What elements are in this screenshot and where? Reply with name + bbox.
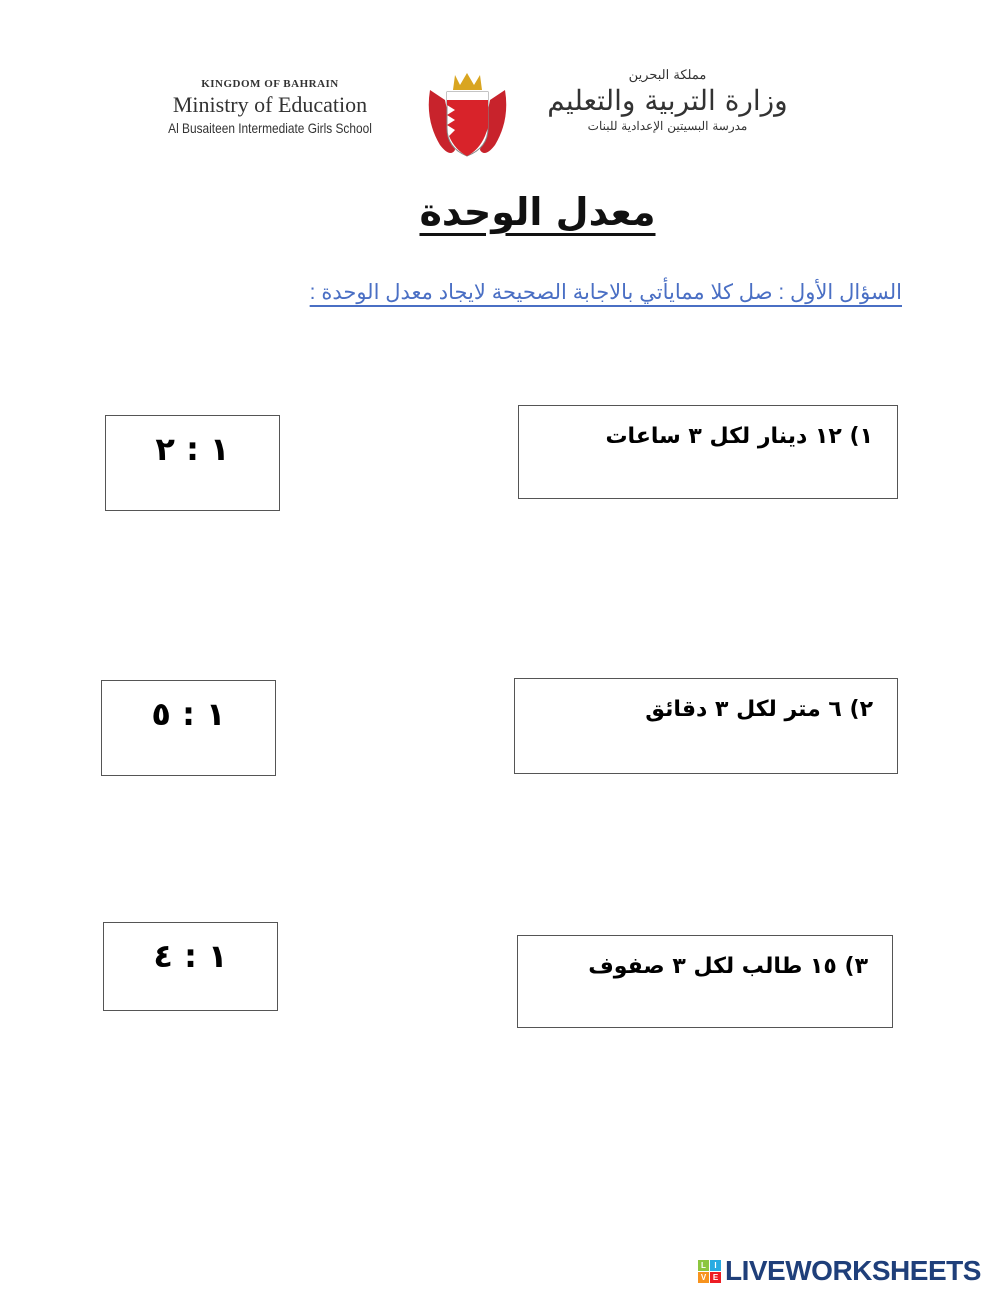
ministry-label: Ministry of Education — [172, 92, 368, 117]
live-logo-icon — [698, 1260, 721, 1283]
ar-school-label: مدرسة البسيتين الإعدادية للبنات — [587, 119, 748, 133]
question-instruction: السؤال الأول : صل كلا ممايأتي بالاجابة الصحيحة لايجاد معدل الوحدة : — [309, 281, 902, 304]
answer-box-1[interactable] — [105, 415, 280, 511]
bahrain-crest-icon — [425, 70, 510, 160]
statement-box-1[interactable] — [518, 405, 898, 499]
answer-text: ١ : ٤ — [153, 937, 228, 975]
arabic-header — [525, 68, 810, 133]
school-label: Al Busaiteen Intermediate Girls School — [168, 120, 372, 136]
logo-letter: V — [698, 1272, 709, 1283]
logo-letter: I — [710, 1260, 721, 1271]
statement-text: ٣) ١٥ طالب لكل ٣ صفوف — [588, 954, 868, 979]
ar-kingdom-label: مملكة البحرين — [628, 68, 707, 83]
answer-text: ١ : ٥ — [151, 695, 226, 733]
statement-box-2[interactable] — [514, 678, 898, 774]
kingdom-label: KINGDOM OF BAHRAIN — [201, 78, 339, 90]
logo-text: LIVEWORKSHEETS — [725, 1255, 981, 1286]
answer-box-3[interactable] — [103, 922, 278, 1011]
statement-box-3[interactable] — [517, 935, 893, 1028]
statement-text: ٢) ٦ متر لكل ٣ دقائق — [645, 697, 873, 722]
answer-box-2[interactable] — [101, 680, 276, 776]
answer-text: ١ : ٢ — [155, 430, 230, 468]
ar-ministry-label: وزارة التربية والتعليم — [547, 84, 788, 117]
page-title: معدل الوحدة — [419, 190, 656, 234]
logo-letter: L — [698, 1260, 709, 1271]
statement-text: ١) ١٢ دينار لكل ٣ ساعات — [605, 424, 873, 449]
logo-letter: E — [710, 1272, 721, 1283]
english-header — [130, 78, 410, 136]
liveworksheets-logo — [698, 1255, 981, 1287]
